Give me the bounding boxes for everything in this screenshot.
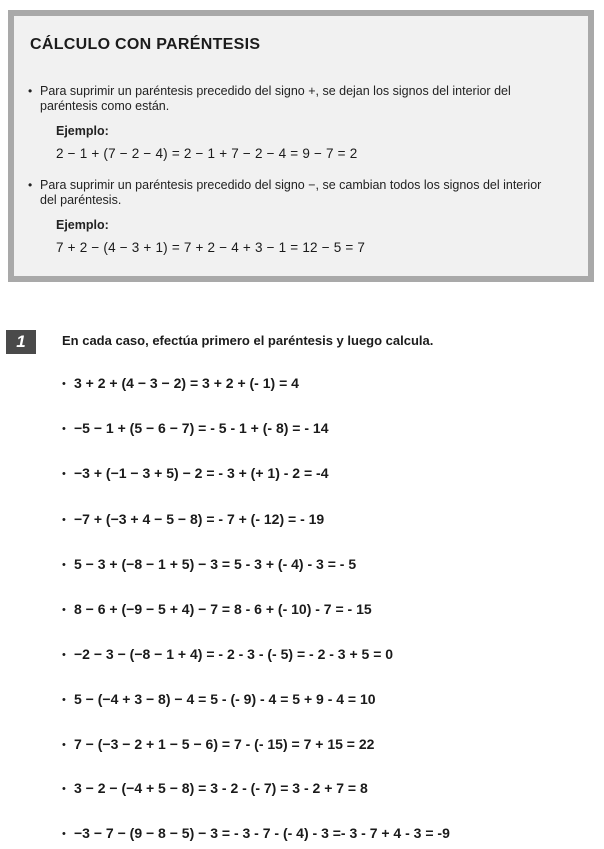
handwritten-answer: 8 - 6 + (- 10) - 7 = - 15 xyxy=(233,601,372,617)
ejemplo-label-1: Ejemplo: xyxy=(56,124,109,138)
exercise-expression: −5 − 1 + (5 − 6 − 7) = xyxy=(74,420,207,436)
exercise-item xyxy=(62,556,356,572)
bullet: • xyxy=(62,559,66,571)
bullet: • xyxy=(62,694,66,706)
exercise-expression: 7 − (−3 − 2 + 1 − 5 − 6) = xyxy=(74,736,231,752)
ejemplo-label-2: Ejemplo: xyxy=(56,218,109,232)
handwritten-answer: 7 - (- 15) = 7 + 15 = 22 xyxy=(233,736,375,752)
exercise-expression: 3 + 2 + (4 − 3 − 2) = xyxy=(74,375,199,391)
handwritten-answer: 5 - (- 9) - 4 = 5 + 9 - 4 = 10 xyxy=(210,691,376,707)
exercise-expression: −3 + (−1 − 3 + 5) − 2 = xyxy=(74,465,215,481)
handwritten-answer: 3 - 2 - (- 7) = 3 - 2 + 7 = 8 xyxy=(210,780,368,796)
handwritten-answer: - 3 + (+ 1) - 2 = -4 xyxy=(218,465,329,481)
exercise-item xyxy=(62,780,368,796)
example-plus: 2 − 1 + (7 − 2 − 4) = 2 − 1 + 7 − 2 − 4 = 9 − 7 = 2 xyxy=(56,146,358,161)
rule-plus-text: Para suprimir un paréntesis precedido del signo +, se dejan los signos del interior del paréntesis como están. xyxy=(40,84,511,113)
handwritten-answer: - 5 - 1 + (- 8) = - 14 xyxy=(210,420,329,436)
exercise-expression: 8 − 6 + (−9 − 5 + 4) − 7 = xyxy=(74,601,231,617)
box-title: CÁLCULO CON PARÉNTESIS xyxy=(30,36,261,53)
exercise-expression: 5 − 3 + (−8 − 1 + 5) − 3 = xyxy=(74,556,231,572)
exercise-expression: −7 + (−3 + 4 − 5 − 8) = xyxy=(74,511,215,527)
exercise-item xyxy=(62,375,299,391)
exercise-expression: 5 − (−4 + 3 − 8) − 4 = xyxy=(74,691,207,707)
bullet: • xyxy=(28,84,33,98)
bullet: • xyxy=(62,739,66,751)
bullet: • xyxy=(28,178,33,192)
handwritten-answer: - 7 + (- 12) = - 19 xyxy=(218,511,325,527)
exercise-expression: 3 − 2 − (−4 + 5 − 8) = xyxy=(74,780,207,796)
exercise-item xyxy=(62,465,329,481)
exercise-item xyxy=(62,511,324,527)
bullet: • xyxy=(62,378,66,390)
bullet: • xyxy=(62,783,66,795)
handwritten-answer: 3 + 2 + (- 1) = 4 xyxy=(202,375,299,391)
bullet: • xyxy=(62,468,66,480)
bullet: • xyxy=(62,514,66,526)
exercise-expression: −3 − 7 − (9 − 8 − 5) − 3 = xyxy=(74,825,231,841)
handwritten-answer: 5 - 3 + (- 4) - 3 = - 5 xyxy=(233,556,357,572)
exercise-item xyxy=(62,646,393,662)
example-minus: 7 + 2 − (4 − 3 + 1) = 7 + 2 − 4 + 3 − 1 = 12 − 5 = 7 xyxy=(56,240,366,255)
exercise-instruction: En cada caso, efectúa primero el paréntesis y luego calcula. xyxy=(62,333,434,348)
exercise-item xyxy=(62,601,372,617)
exercise-item xyxy=(62,691,376,707)
exercise-number-badge: 1 xyxy=(6,330,36,354)
handwritten-answer: - 3 - 7 - (- 4) - 3 =- 3 - 7 + 4 - 3 = -9 xyxy=(233,825,450,841)
rule-minus-text: Para suprimir un paréntesis precedido del signo −, se cambian todos los signos del interior del paréntesis. xyxy=(40,178,542,207)
bullet: • xyxy=(62,828,66,840)
exercise-expression: −2 − 3 − (−8 − 1 + 4) = xyxy=(74,646,215,662)
rule-plus xyxy=(28,84,560,114)
bullet: • xyxy=(62,604,66,616)
exercise-item xyxy=(62,825,450,841)
bullet: • xyxy=(62,423,66,435)
rule-minus xyxy=(28,178,560,208)
bullet: • xyxy=(62,649,66,661)
handwritten-answer: - 2 - 3 - (- 5) = - 2 - 3 + 5 = 0 xyxy=(218,646,394,662)
exercise-item xyxy=(62,736,374,752)
exercise-item xyxy=(62,420,328,436)
